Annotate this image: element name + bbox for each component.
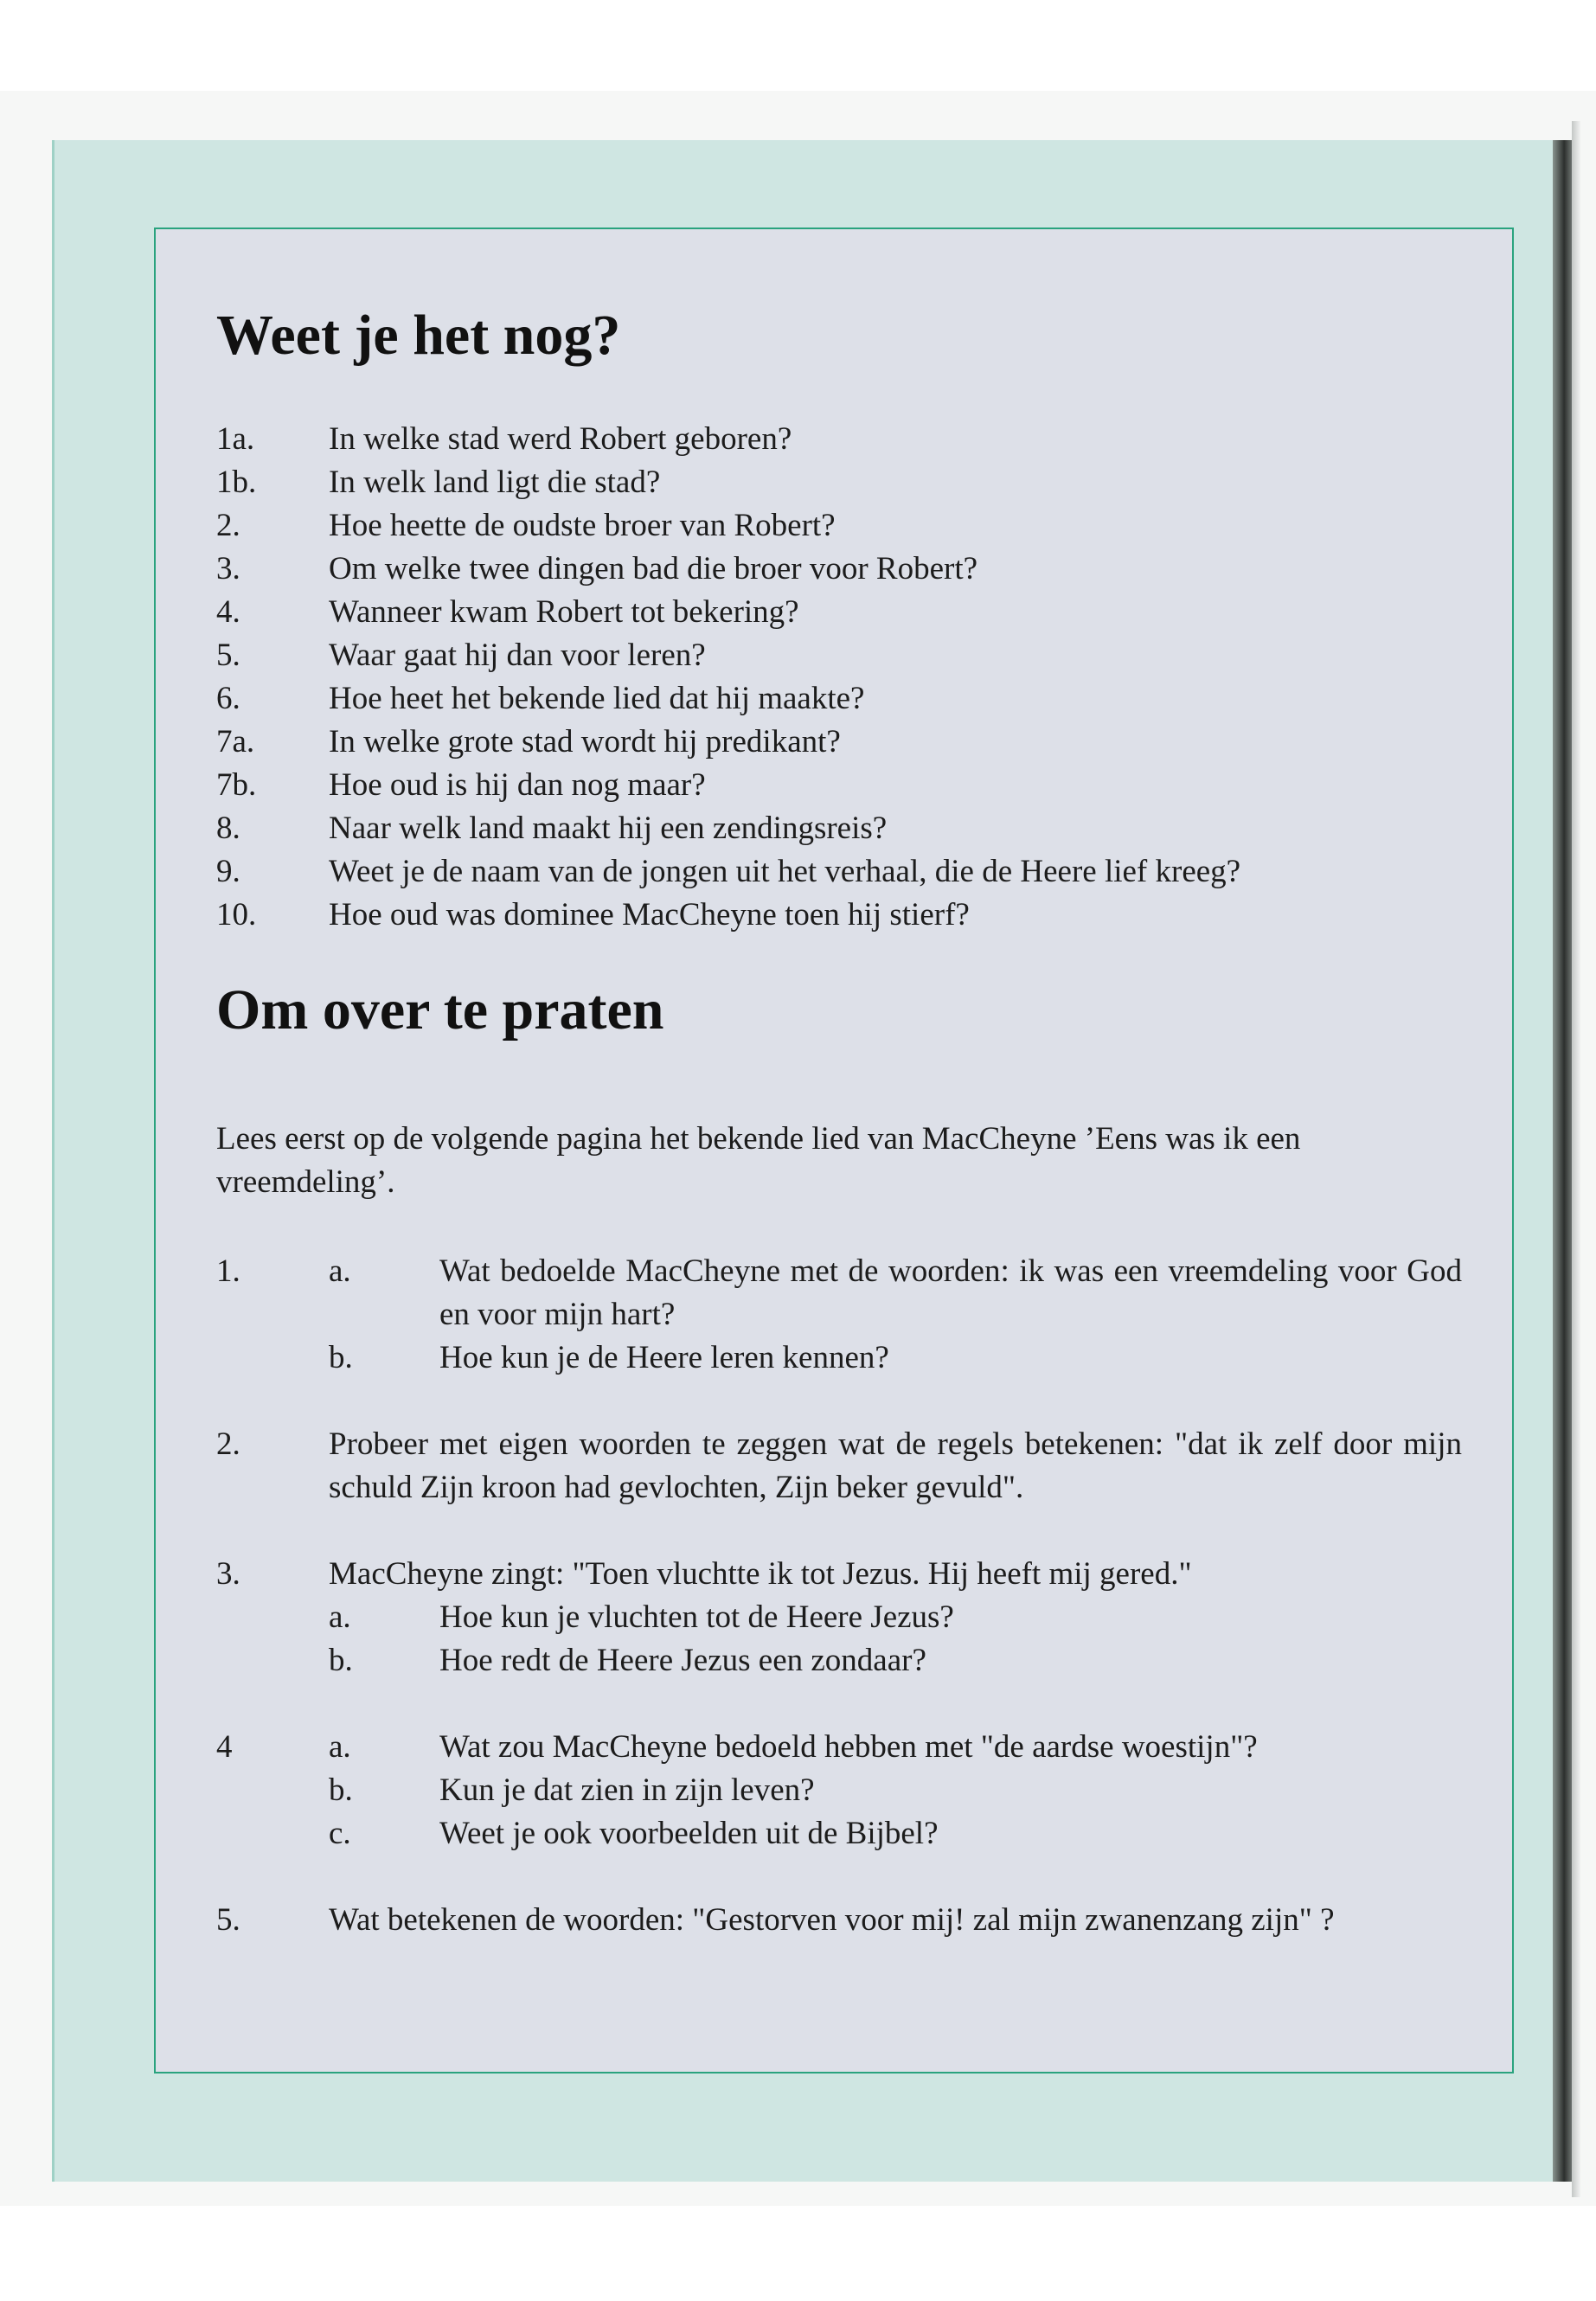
content-frame [154,228,1514,2073]
book-spine-shadow [1553,140,1572,2182]
discussion-letter: b. [329,1772,353,1808]
discussion-number: 2. [216,1426,240,1462]
question-item [216,850,1445,894]
discussion-item-3 [216,1553,1462,1682]
question-text: Hoe heet het bekende lied dat hij maakte? [329,681,865,716]
question-text: Waar gaat hij dan voor leren? [329,638,706,673]
book-spine-edge [1572,121,1580,2197]
question-item [216,677,1445,721]
discussion-text: Kun je dat zien in zijn leven? [439,1772,815,1808]
question-list [216,418,1445,937]
question-number: 2. [216,508,240,543]
discussion-number: 4 [216,1729,233,1765]
question-number: 7b. [216,767,257,803]
question-number: 8. [216,811,240,846]
question-item [216,764,1445,807]
question-text: In welke stad werd Robert geboren? [329,421,792,457]
discussion-item-2 [216,1423,1462,1509]
discussion-text: Wat bedoelde MacCheyne met de woorden: ik was een vreemdeling voor God en voor mijn hart? [439,1253,1462,1332]
discussion-letter: b. [329,1340,353,1375]
discussion-text: Hoe redt de Heere Jezus een zondaar? [439,1643,926,1678]
question-item [216,894,1445,937]
question-number: 4. [216,594,240,630]
question-text: Hoe heette de oudste broer van Robert? [329,508,836,543]
question-number: 6. [216,681,240,716]
question-text: In welke grote stad wordt hij predikant? [329,724,841,760]
question-number: 3. [216,551,240,586]
discussion-text: Hoe kun je vluchten tot de Heere Jezus? [439,1599,954,1635]
question-number: 9. [216,854,240,889]
question-text: Wanneer kwam Robert tot bekering? [329,594,799,630]
question-item [216,721,1445,764]
question-number: 10. [216,897,257,933]
discussion-letter: b. [329,1643,353,1678]
question-text: Om welke twee dingen bad die broer voor Robert? [329,551,978,586]
discussion-number: 1. [216,1253,240,1289]
discussion-item-5 [216,1899,1462,1942]
discussion-item-4 [216,1726,1462,1856]
question-text: In welk land ligt die stad? [329,465,661,500]
question-text: Hoe oud is hij dan nog maar? [329,767,706,803]
question-item [216,418,1445,461]
question-number: 7a. [216,724,255,760]
discussion-letter: a. [329,1253,351,1289]
discussion-number: 5. [216,1902,240,1938]
discussion-text: Hoe kun je de Heere leren kennen? [439,1340,889,1375]
question-item [216,634,1445,677]
question-item [216,548,1445,591]
question-item [216,504,1445,548]
discussion-letter: a. [329,1729,351,1765]
question-item [216,807,1445,850]
discussion-letter: c. [329,1816,351,1851]
discussion-text: MacCheyne zingt: "Toen vluchtte ik tot Jezus. Hij heeft mij gered." [329,1556,1192,1592]
discussion-text: Weet je ook voorbeelden uit de Bijbel? [439,1816,939,1851]
section-title-om-over-te-praten: Om over te praten [216,978,664,1042]
discussion-number: 3. [216,1556,240,1592]
discussion-intro: Lees eerst op de volgende pagina het bekende lied van MacCheyne ’Eens was ik een vreemdeling’. [216,1121,1301,1200]
discussion-text: Wat betekenen de woorden: "Gestorven voor mij! zal mijn zwanenzang zijn" ? [329,1902,1335,1938]
question-number: 1a. [216,421,255,457]
discussion-text: Wat zou MacCheyne bedoeld hebben met "de aardse woestijn"? [439,1729,1258,1765]
question-number: 1b. [216,465,257,500]
discussion-text: Probeer met eigen woorden te zeggen wat de regels betekenen: "dat ik zelf door mijn schuld Zijn kroon had gevlochten, Zijn beker gevuld". [329,1426,1462,1505]
content-inner [156,229,1512,2072]
question-item [216,591,1445,634]
discussion-letter: a. [329,1599,351,1635]
question-number: 5. [216,638,240,673]
discussion-item-1 [216,1250,1462,1380]
question-text: Naar welk land maakt hij een zendingsreis? [329,811,888,846]
question-text: Hoe oud was dominee MacCheyne toen hij stierf? [329,897,970,933]
question-item [216,461,1445,504]
section-title-weet-je-het-nog: Weet je het nog? [216,304,621,367]
question-text: Weet je de naam van de jongen uit het verhaal, die de Heere lief kreeg? [329,854,1241,889]
